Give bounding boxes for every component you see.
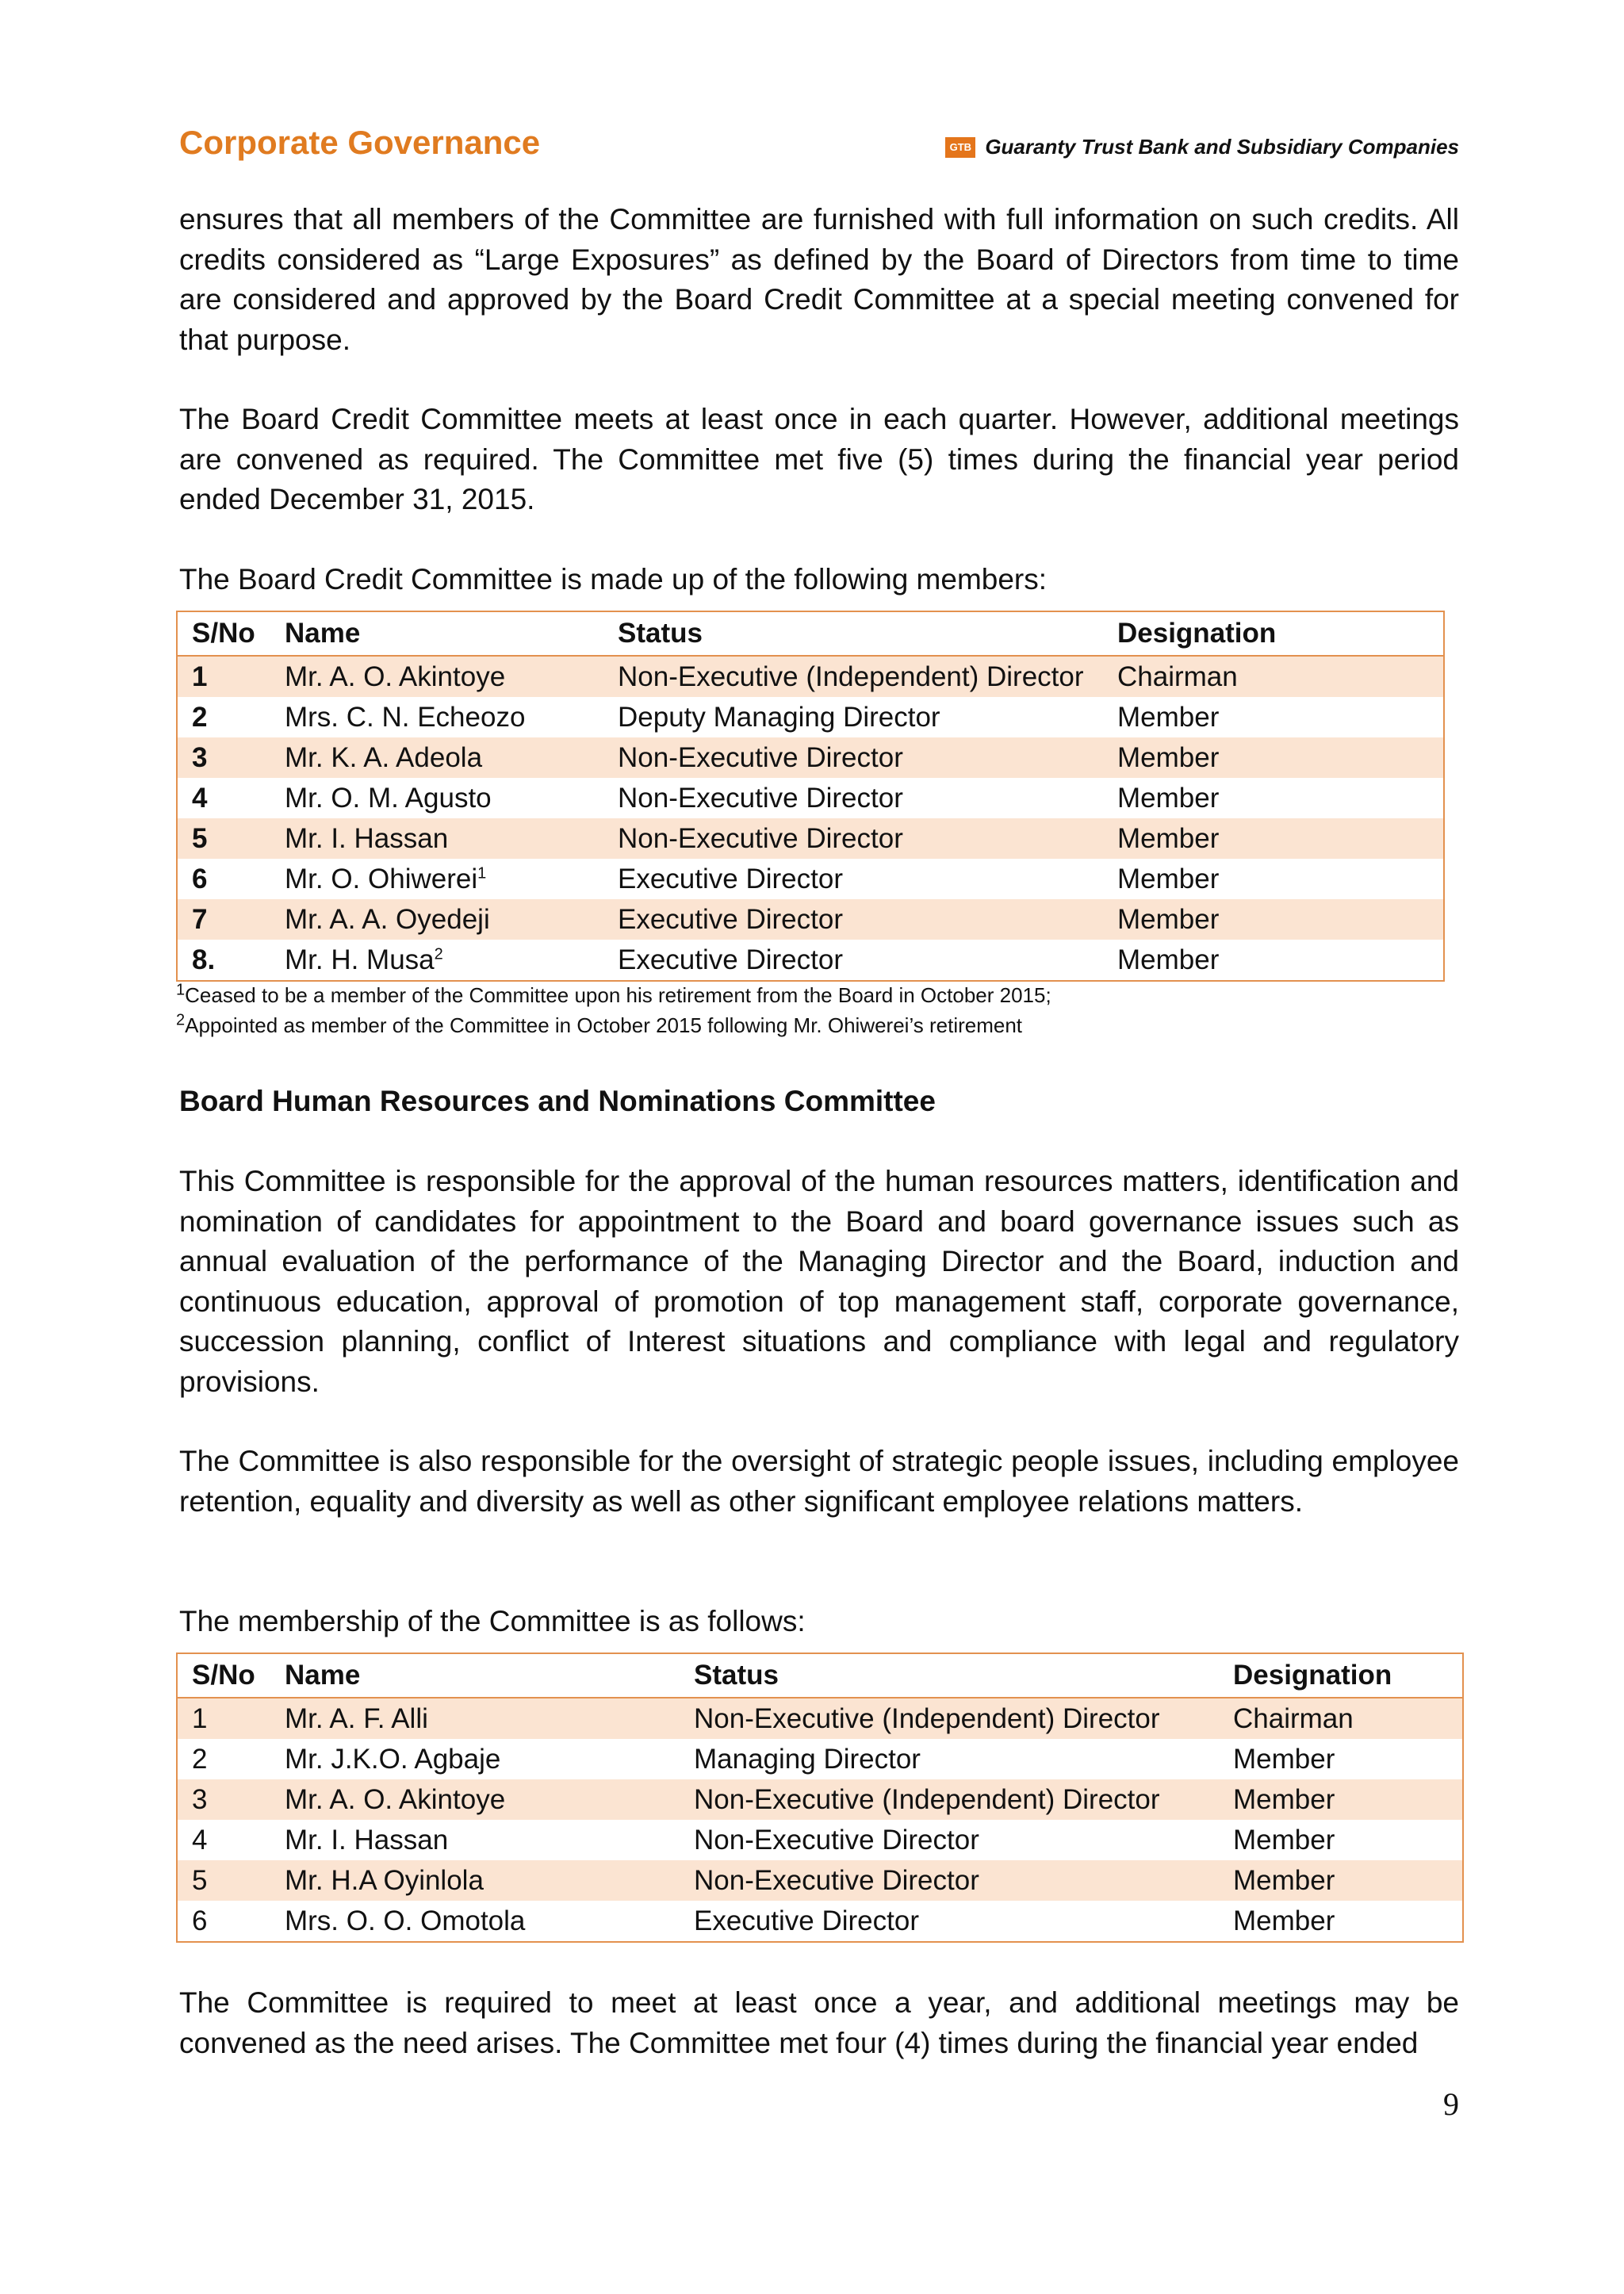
table-row	[177, 859, 1444, 899]
member-name: Mr. O. M. Agusto	[285, 782, 492, 814]
member-name: Mr. A. O. Akintoye	[285, 661, 506, 692]
row-status: Non-Executive Director	[603, 818, 1103, 859]
row-status: Executive Director	[603, 940, 1103, 981]
row-name	[270, 737, 603, 778]
row-sno: 1	[177, 1698, 270, 1739]
row-status: Non-Executive (Independent) Director	[603, 656, 1103, 697]
table-row	[177, 1820, 1463, 1860]
paragraph-hr-meetings: The Committee is required to meet at least once a year, and additional meetings may be convened as the need arises. The Committee met four (4) times during the financial year ended	[179, 1986, 1459, 2059]
paragraph-hr-oversight: The Committee is also responsible for the oversight of strategic people issues, including employee retention, equality and diversity as well as other significant employee relations matters.	[179, 1445, 1459, 1518]
row-name	[270, 656, 603, 697]
column-header-name: Name	[270, 611, 603, 656]
table-header-row	[177, 611, 1444, 656]
paragraph-hr-membership-intro: The membership of the Committee is as follows:	[179, 1605, 806, 1637]
row-name	[270, 940, 603, 981]
column-header-designation: Designation	[1103, 611, 1444, 656]
column-header-designation: Designation	[1219, 1653, 1463, 1698]
column-header-status: Status	[680, 1653, 1219, 1698]
table-row	[177, 1860, 1463, 1901]
footnote-2	[176, 1013, 1022, 1038]
row-designation: Member	[1103, 737, 1444, 778]
table-header-row	[177, 1653, 1463, 1698]
page-header	[179, 124, 1459, 168]
footnote-text: Ceased to be a member of the Committee upon his retirement from the Board in October 2015;	[185, 983, 1051, 1007]
table-row	[177, 1901, 1463, 1942]
row-sno: 8.	[177, 940, 270, 981]
row-sno: 4	[177, 778, 270, 818]
table-row	[177, 818, 1444, 859]
row-name	[270, 778, 603, 818]
row-sno: 5	[177, 1860, 270, 1901]
column-header-sno: S/No	[177, 611, 270, 656]
paragraph-credit-meetings: The Board Credit Committee meets at least once in each quarter. However, additional meetings are convened as required. The Committee met five (5) times during the financial year period ended December 31, 2015.	[179, 403, 1459, 515]
footnote-mark: 1	[176, 981, 186, 999]
row-sno: 4	[177, 1820, 270, 1860]
row-sno: 6	[177, 859, 270, 899]
row-name: Mr. I. Hassan	[270, 1820, 680, 1860]
footnote-marker: 2	[434, 944, 443, 963]
row-sno: 6	[177, 1901, 270, 1942]
member-name: Mr. H. Musa	[285, 944, 435, 975]
row-designation: Member	[1103, 697, 1444, 737]
row-name	[270, 859, 603, 899]
footnote-mark: 2	[176, 1011, 186, 1029]
section-title: Corporate Governance	[179, 124, 541, 161]
paragraph-credit-info: ensures that all members of the Committee are furnished with full information on such credits. All credits considered as “Large Exposures” as defined by the Board of Directors from time to time are considered and approved by the Board Credit Committee at a special meeting convened for that purpose.	[179, 203, 1459, 356]
row-designation: Chairman	[1219, 1698, 1463, 1739]
row-name: Mr. J.K.O. Agbaje	[270, 1739, 680, 1779]
row-status: Non-Executive (Independent) Director	[680, 1698, 1219, 1739]
row-sno: 7	[177, 899, 270, 940]
company-name: Guaranty Trust Bank and Subsidiary Companies	[985, 135, 1459, 159]
member-name: Mr. A. A. Oyedeji	[285, 903, 490, 935]
row-sno: 1	[177, 656, 270, 697]
paragraph-hr-responsibility: This Committee is responsible for the approval of the human resources matters, identification and nomination of candidates for appointment to the Board and board governance issues such as annual evaluation of the performance of the Managing Director and the Board, induction and continuous education, approval of promotion of top management staff, corporate governance, succession planning, conflict of Interest situations and compliance with legal and regulatory provisions.	[179, 1165, 1459, 1398]
table-row	[177, 940, 1444, 981]
row-status: Managing Director	[680, 1739, 1219, 1779]
row-designation: Chairman	[1103, 656, 1444, 697]
row-designation: Member	[1219, 1901, 1463, 1942]
table-row	[177, 778, 1444, 818]
row-status: Non-Executive Director	[680, 1820, 1219, 1860]
member-name: Mrs. C. N. Echeozo	[285, 701, 526, 733]
table-row	[177, 656, 1444, 697]
footnote-marker: 1	[477, 864, 487, 882]
footnote-text: Appointed as member of the Committee in October 2015 following Mr. Ohiwerei’s retirement	[185, 1013, 1023, 1037]
row-designation: Member	[1103, 818, 1444, 859]
hr-committee-heading: Board Human Resources and Nominations Committee	[179, 1085, 936, 1117]
row-name	[270, 899, 603, 940]
hr-committee-table	[176, 1653, 1464, 1943]
row-status: Non-Executive (Independent) Director	[680, 1779, 1219, 1820]
member-name: Mr. K. A. Adeola	[285, 741, 483, 773]
row-sno: 2	[177, 697, 270, 737]
row-name	[270, 697, 603, 737]
table-row	[177, 737, 1444, 778]
row-designation: Member	[1219, 1820, 1463, 1860]
page-number: 9	[1443, 2086, 1459, 2122]
row-name	[270, 818, 603, 859]
row-sno: 2	[177, 1739, 270, 1779]
row-designation: Member	[1219, 1860, 1463, 1901]
brand	[945, 135, 1459, 159]
row-status: Executive Director	[680, 1901, 1219, 1942]
row-designation: Member	[1219, 1739, 1463, 1779]
credit-committee-table	[176, 611, 1445, 982]
bank-logo-icon: GTB	[945, 137, 975, 158]
table-row	[177, 1779, 1463, 1820]
table-row	[177, 697, 1444, 737]
row-status: Non-Executive Director	[603, 737, 1103, 778]
table-row	[177, 1739, 1463, 1779]
row-designation: Member	[1103, 778, 1444, 818]
member-name: Mr. O. Ohiwerei	[285, 863, 478, 894]
row-status: Non-Executive Director	[680, 1860, 1219, 1901]
row-sno: 3	[177, 1779, 270, 1820]
row-status: Non-Executive Director	[603, 778, 1103, 818]
row-sno: 5	[177, 818, 270, 859]
row-name: Mr. A. F. Alli	[270, 1698, 680, 1739]
row-designation: Member	[1103, 940, 1444, 981]
row-status: Executive Director	[603, 899, 1103, 940]
column-header-sno: S/No	[177, 1653, 270, 1698]
row-name: Mr. H.A Oyinlola	[270, 1860, 680, 1901]
footnote-1	[176, 983, 1051, 1008]
row-designation: Member	[1103, 859, 1444, 899]
row-designation: Member	[1219, 1779, 1463, 1820]
row-status: Executive Director	[603, 859, 1103, 899]
row-sno: 3	[177, 737, 270, 778]
row-name: Mrs. O. O. Omotola	[270, 1901, 680, 1942]
member-name: Mr. I. Hassan	[285, 822, 449, 854]
row-name: Mr. A. O. Akintoye	[270, 1779, 680, 1820]
column-header-name: Name	[270, 1653, 680, 1698]
row-designation: Member	[1103, 899, 1444, 940]
column-header-status: Status	[603, 611, 1103, 656]
table-row	[177, 899, 1444, 940]
paragraph-credit-members-intro: The Board Credit Committee is made up of the following members:	[179, 563, 1048, 596]
table-row	[177, 1698, 1463, 1739]
row-status: Deputy Managing Director	[603, 697, 1103, 737]
